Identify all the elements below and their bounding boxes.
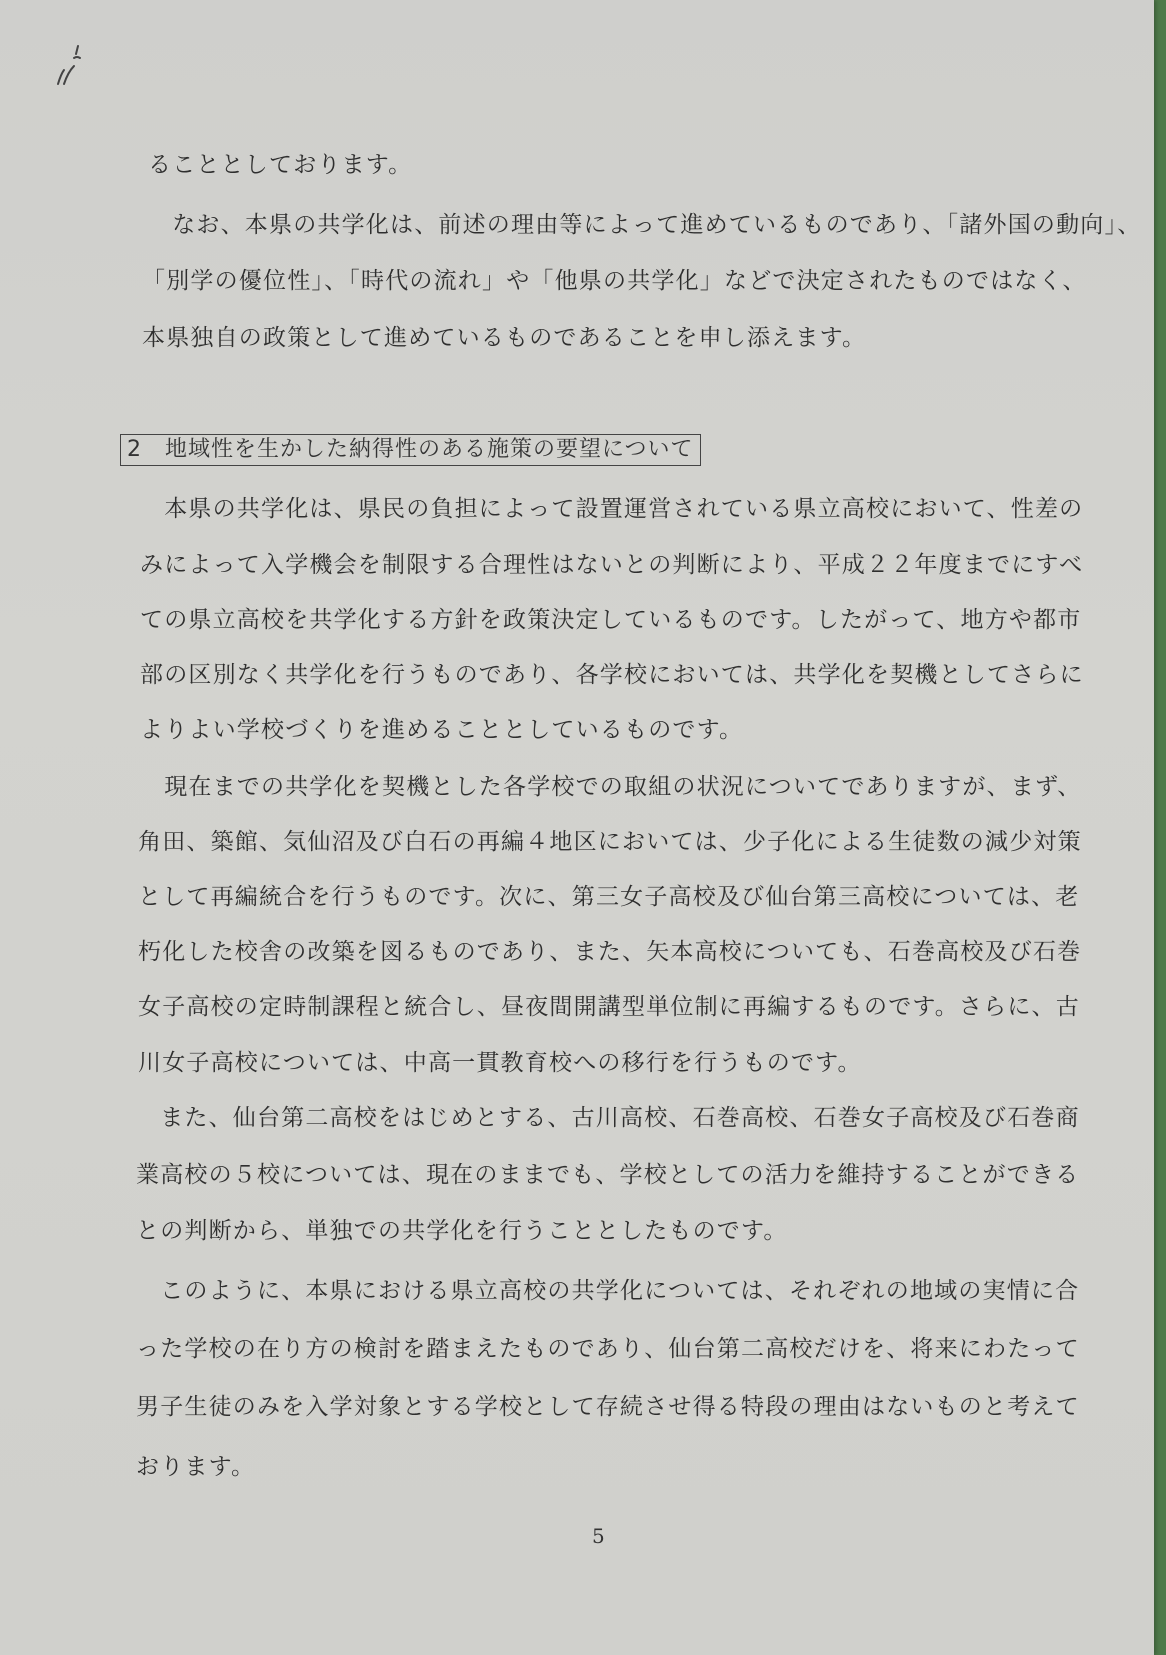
text-line: 「別学の優位性」、「時代の流れ」や「他県の共学化」などで決定されたものではなく、 [142, 268, 1087, 294]
page-number: 5 [592, 1524, 605, 1548]
text-line: みによって入学機会を制限する合理性はないとの判断により、平成２２年度までにすべ [140, 552, 1084, 578]
text-line: このように、本県における県立高校の共学化については、それぞれの地域の実情に合 [136, 1278, 1080, 1304]
text-line: ることとしております。 [148, 152, 413, 178]
text-line: として再編統合を行うものです。次に、第三女子高校及び仙台第三高校については、老 [138, 884, 1080, 910]
text-line: 本県の共学化は、県民の負担によって設置運営されている県立高校において、性差の [140, 496, 1084, 522]
text-line: 川女子高校については、中高一貫教育校への移行を行うものです。 [138, 1050, 862, 1076]
text-line: また、仙台第二高校をはじめとする、古川高校、石巻高校、石巻女子高校及び石巻商 [136, 1105, 1080, 1131]
section-heading: 2 地域性を生かした納得性のある施策の要望について [120, 434, 701, 466]
text-line: おります。 [136, 1454, 256, 1480]
text-line: 現在までの共学化を契機とした各学校での取組の状況についてでありますが、まず、 [140, 774, 1082, 800]
text-line: よりよい学校づくりを進めることとしているものです。 [140, 717, 744, 743]
handwritten-mark-icon [52, 44, 92, 94]
text-line: ての県立高校を共学化する方針を政策決定しているものです。したがって、地方や都市 [140, 607, 1082, 633]
text-line: 朽化した校舎の改築を図るものであり、また、矢本高校についても、石巻高校及び石巻 [138, 939, 1082, 965]
text-line: との判断から、単独での共学化を行うこととしたものです。 [136, 1218, 788, 1244]
text-line: なお、本県の共学化は、前述の理由等によって進めているものであり、「諸外国の動向」、 [148, 212, 1142, 238]
text-line: った学校の在り方の検討を踏まえたものであり、仙台第二高校だけを、将来にわたって [136, 1336, 1080, 1362]
text-line: 女子高校の定時制課程と統合し、昼夜間開講型単位制に再編するものです。さらに、古 [138, 994, 1080, 1020]
text-line: 角田、築館、気仙沼及び白石の再編４地区においては、少子化による生徒数の減少対策 [138, 829, 1082, 855]
text-line: 本県独自の政策として進めているものであることを申し添えます。 [142, 325, 867, 351]
text-line: 男子生徒のみを入学対象とする学校として存続させ得る特段の理由はないものと考えて [136, 1394, 1080, 1420]
text-line: 業高校の５校については、現在のままでも、学校としての活力を維持することができる [136, 1162, 1080, 1188]
text-line: 部の区別なく共学化を行うものであり、各学校においては、共学化を契機としてさらに [140, 662, 1084, 688]
